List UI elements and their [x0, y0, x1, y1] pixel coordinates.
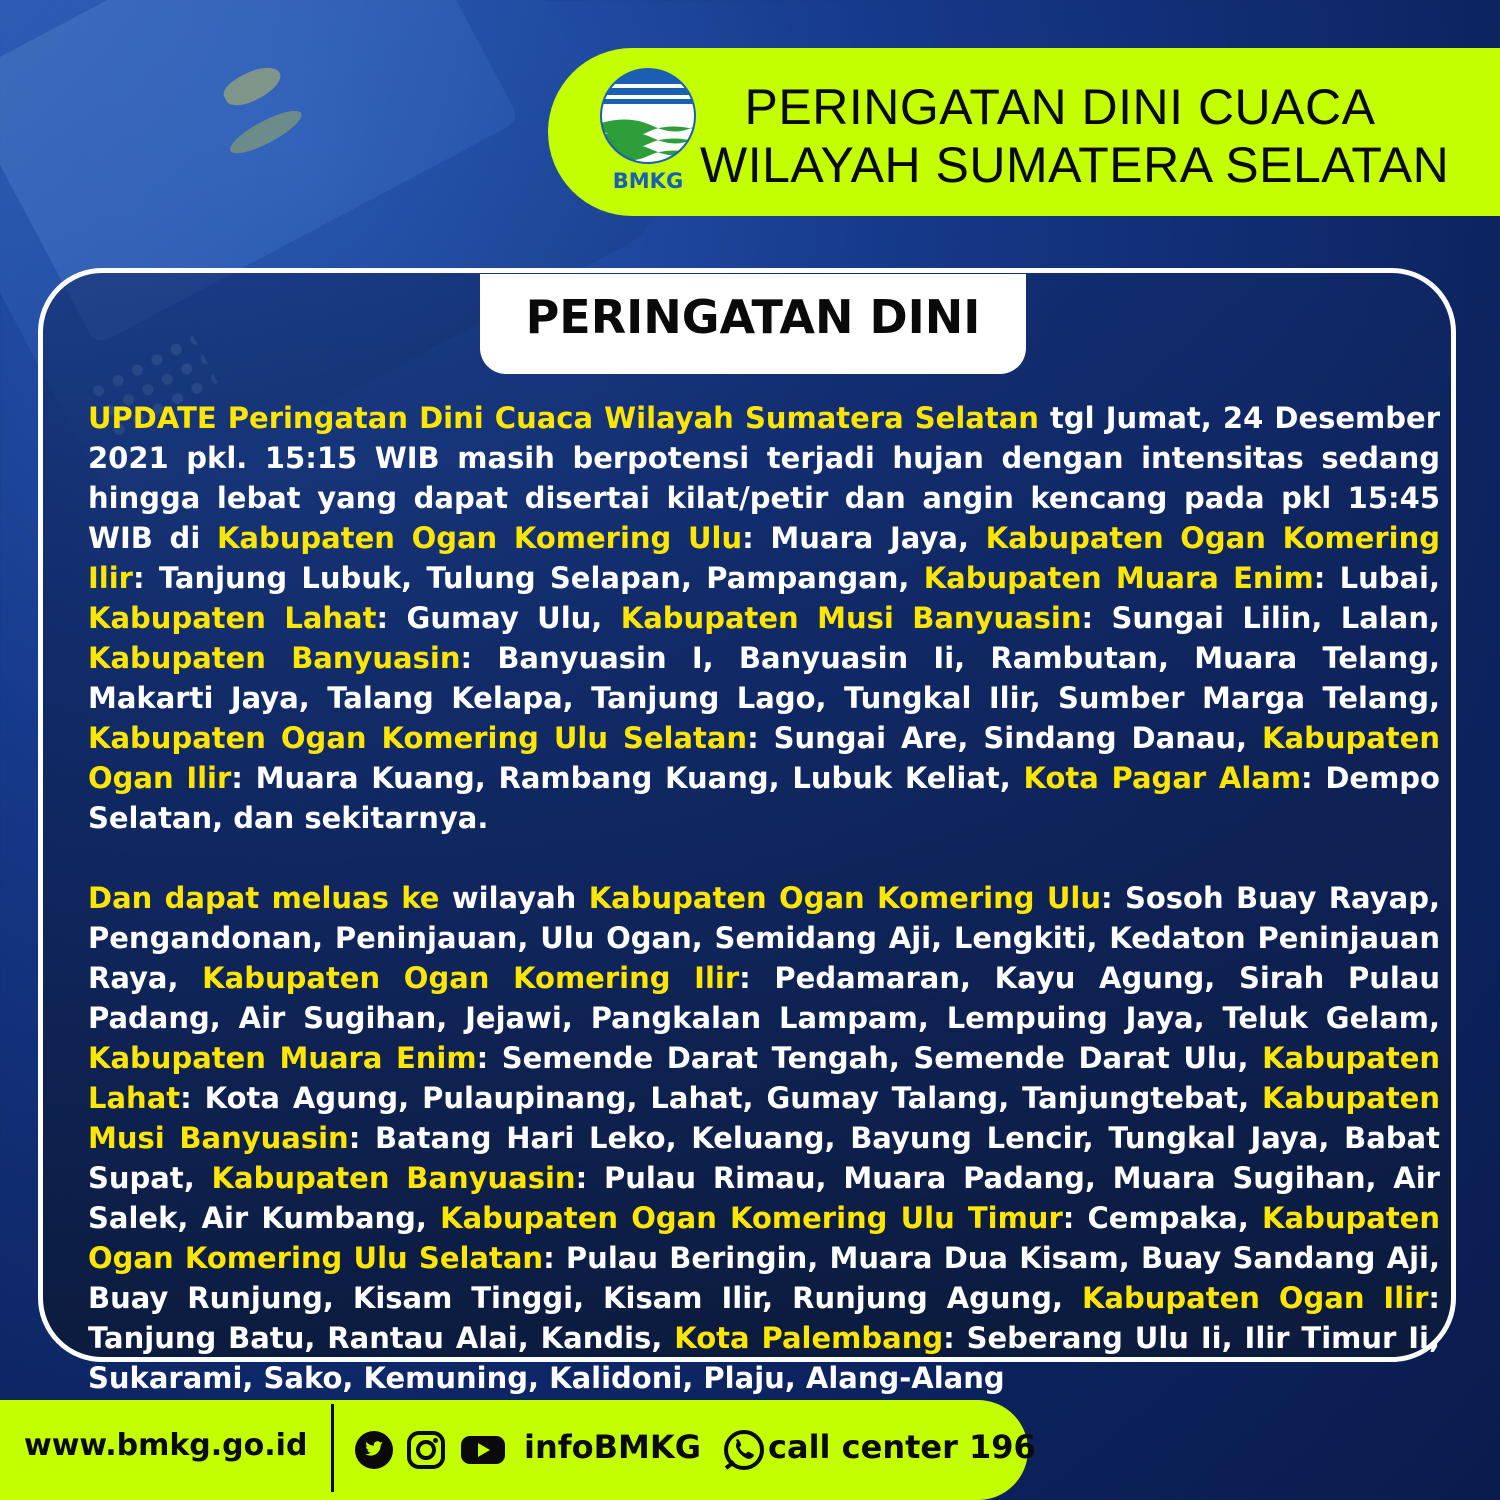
warning-text: : Kota Agung, Pulaupinang, Lahat, Gumay Talang, Tanjungtebat,: [180, 1081, 1263, 1115]
region-highlight: Kabupaten Lahat: [88, 1041, 1441, 1115]
warning-text: : Seberang Ulu Ii, Ilir Timur Ii, Sukarami, Sako, Kemuning, Kalidoni, Plaju, Alang-Alang: [88, 1321, 1440, 1395]
region-highlight: Kota Pagar Alam: [1023, 761, 1302, 795]
social-handle[interactable]: infoBMKG: [524, 1428, 701, 1466]
warning-text: : Sungai Are, Sindang Danau,: [747, 721, 1263, 755]
region-highlight: Kabupaten Ogan Ilir: [88, 721, 1440, 795]
page-title-line1: PERINGATAN DINI CUACA: [744, 79, 1376, 135]
logo-text: BMKG: [612, 169, 684, 192]
region-highlight: Kabupaten Muara Enim: [923, 561, 1314, 595]
region-highlight: UPDATE Peringatan Dini Cuaca Wilayah Sumatera Selatan: [88, 401, 1039, 435]
warning-text: : Sosoh Buay Rayap, Pengandonan, Peninjauan, Ulu Ogan, Semidang Aji, Lengkiti, Kedaton Peninjauan Raya,: [88, 881, 1440, 995]
warning-text: : Tanjung Batu, Rantau Alai, Kandis,: [88, 1281, 1440, 1355]
warning-content: [88, 398, 1440, 1398]
warning-text: : Muara Kuang, Rambang Kuang, Lubuk Keliat,: [231, 761, 1024, 795]
region-highlight: Kabupaten Lahat: [88, 601, 377, 635]
bmkg-logo: [598, 66, 698, 192]
warning-text: : Lubai,: [1313, 561, 1440, 595]
region-highlight: Kabupaten Musi Banyuasin: [620, 601, 1082, 635]
region-highlight: Kota Palembang: [674, 1321, 944, 1355]
region-highlight: Kabupaten Ogan Komering Ilir: [202, 961, 740, 995]
region-highlight: Dan dapat meluas ke: [88, 881, 440, 915]
warning-text: : Gumay Ulu,: [376, 601, 621, 635]
warning-text: : Pulau Beringin, Muara Dua Kisam, Buay Sandang Aji, Buay Runjung, Kisam Tinggi, Kisam Ilir, Runjung Agung,: [88, 1241, 1440, 1315]
warning-text: : Cempaka,: [1062, 1201, 1263, 1235]
region-highlight: Kabupaten Ogan Komering Ulu Selatan: [88, 721, 748, 755]
panel-tab-label: PERINGATAN DINI: [525, 290, 981, 344]
region-highlight: Kabupaten Musi Banyuasin: [88, 1081, 1440, 1155]
region-highlight: Kabupaten Ogan Ilir: [1081, 1281, 1429, 1315]
phone-icon: [722, 1428, 766, 1472]
youtube-icon[interactable]: [460, 1430, 506, 1470]
warning-paragraph-extended: [88, 878, 1440, 1398]
warning-text: : Dempo Selatan, dan sekitarnya.: [88, 761, 1440, 835]
page-title-line2: WILAYAH SUMATERA SELATAN: [700, 137, 1450, 193]
warning-text: wilayah: [439, 881, 589, 915]
website-link[interactable]: www.bmkg.go.id: [24, 1428, 308, 1463]
panel-tab: [480, 274, 1026, 374]
warning-text: : Pedamaran, Kayu Agung, Sirah Pulau Padang, Air Sugihan, Jejawi, Pangkalan Lampam, Lempuing Jaya, Teluk Gelam,: [88, 961, 1441, 1035]
region-highlight: Kabupaten Ogan Komering Ilir: [88, 521, 1440, 595]
region-highlight: Kabupaten Ogan Komering Ulu: [588, 881, 1101, 915]
region-highlight: Kabupaten Muara Enim: [88, 1041, 477, 1075]
warning-text: tgl Jumat, 24 Desember 2021 pkl. 15:15 WIB masih berpotensi terjadi hujan dengan intensitas sedang hingga lebat yang dapat disertai kilat/petir dan angin kencang pada pkl 15:45 WIB di: [88, 401, 1440, 555]
warning-text: : Semende Darat Tengah, Semende Darat Ulu,: [476, 1041, 1263, 1075]
region-highlight: Kabupaten Ogan Komering Ulu: [216, 521, 743, 555]
warning-text: : Tanjung Lubuk, Tulung Selapan, Pampangan,: [132, 561, 924, 595]
instagram-icon[interactable]: [406, 1430, 446, 1470]
region-highlight: Kabupaten Banyuasin: [88, 641, 461, 675]
region-highlight: Kabupaten Ogan Komering Ulu Timur: [440, 1201, 1063, 1235]
footer-divider: [331, 1404, 334, 1492]
twitter-icon[interactable]: [354, 1430, 394, 1470]
warning-text: : Batang Hari Leko, Keluang, Bayung Lencir, Tungkal Jaya, Babat Supat,: [88, 1121, 1440, 1195]
region-highlight: Kabupaten Banyuasin: [211, 1161, 576, 1195]
warning-text: : Banyuasin I, Banyuasin Ii, Rambutan, Muara Telang, Makarti Jaya, Talang Kelapa, Tanjung Lago, Tungkal Ilir, Sumber Marga Telang,: [88, 641, 1440, 715]
region-highlight: Kabupaten Ogan Komering Ulu Selatan: [88, 1201, 1440, 1275]
warning-text: : Muara Jaya,: [742, 521, 986, 555]
warning-text: : Pulau Rimau, Muara Padang, Muara Sugihan, Air Salek, Air Kumbang,: [88, 1161, 1440, 1235]
call-center[interactable]: call center 196: [768, 1428, 1036, 1466]
warning-text: : Sungai Lilin, Lalan,: [1081, 601, 1440, 635]
page-title: [700, 78, 1450, 194]
warning-paragraph-current: [88, 398, 1440, 838]
